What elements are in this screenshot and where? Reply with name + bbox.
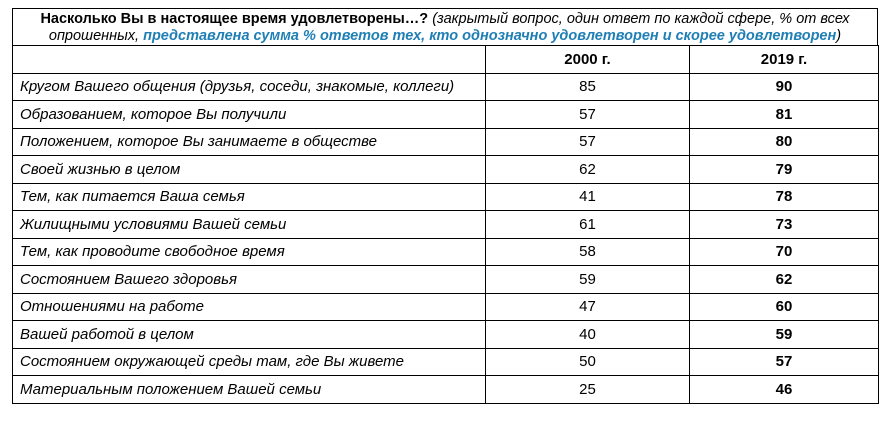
row-label: Отношениями на работе xyxy=(13,293,486,321)
row-label: Материальным положением Вашей семьи xyxy=(13,376,486,404)
table-row xyxy=(13,156,879,184)
value-2019: 70 xyxy=(690,238,879,266)
row-label: Образованием, которое Вы получили xyxy=(13,101,486,129)
value-2019: 78 xyxy=(690,183,879,211)
value-2000: 41 xyxy=(486,183,690,211)
table-row xyxy=(13,73,879,101)
value-2000: 85 xyxy=(486,73,690,101)
column-header-label xyxy=(13,46,486,74)
value-2000: 62 xyxy=(486,156,690,184)
table-row xyxy=(13,128,879,156)
question-note-end: ) xyxy=(836,28,842,44)
column-header-2000: 2000 г. xyxy=(486,46,690,74)
value-2019: 62 xyxy=(690,266,879,294)
table-row xyxy=(13,211,879,239)
value-2000: 25 xyxy=(486,376,690,404)
value-2019: 57 xyxy=(690,348,879,376)
question-note: (закрытый вопрос, один ответ по каждой сфере, % от всех опрошенных, xyxy=(48,11,850,44)
value-2000: 50 xyxy=(486,348,690,376)
satisfaction-table xyxy=(12,45,879,404)
table-row xyxy=(13,266,879,294)
value-2019: 60 xyxy=(690,293,879,321)
value-2000: 40 xyxy=(486,321,690,349)
table-row xyxy=(13,183,879,211)
question-highlight: представлена сумма % ответов тех, кто однозначно удовлетворен и скорее удовлетворен xyxy=(143,28,837,44)
table-header-question xyxy=(12,8,878,46)
value-2000: 59 xyxy=(486,266,690,294)
table-row xyxy=(13,101,879,129)
row-label: Тем, как питается Ваша семья xyxy=(13,183,486,211)
column-header-2019: 2019 г. xyxy=(690,46,879,74)
value-2019: 81 xyxy=(690,101,879,129)
value-2019: 46 xyxy=(690,376,879,404)
question-text: Насколько Вы в настоящее время удовлетворены…? xyxy=(40,11,429,27)
value-2019: 90 xyxy=(690,73,879,101)
value-2000: 61 xyxy=(486,211,690,239)
row-label: Состоянием Вашего здоровья xyxy=(13,266,486,294)
value-2000: 57 xyxy=(486,101,690,129)
row-label: Состоянием окружающей среды там, где Вы живете xyxy=(13,348,486,376)
row-label: Тем, как проводите свободное время xyxy=(13,238,486,266)
row-label: Своей жизнью в целом xyxy=(13,156,486,184)
row-label: Вашей работой в целом xyxy=(13,321,486,349)
value-2019: 80 xyxy=(690,128,879,156)
row-label: Жилищными условиями Вашей семьи xyxy=(13,211,486,239)
value-2019: 73 xyxy=(690,211,879,239)
table-row xyxy=(13,293,879,321)
table-header-row xyxy=(13,46,879,74)
table-row xyxy=(13,348,879,376)
table-row xyxy=(13,376,879,404)
row-label: Положением, которое Вы занимаете в обществе xyxy=(13,128,486,156)
value-2000: 57 xyxy=(486,128,690,156)
value-2019: 79 xyxy=(690,156,879,184)
table-row xyxy=(13,321,879,349)
row-label: Кругом Вашего общения (друзья, соседи, знакомые, коллеги) xyxy=(13,73,486,101)
table-row xyxy=(13,238,879,266)
value-2000: 58 xyxy=(486,238,690,266)
value-2000: 47 xyxy=(486,293,690,321)
value-2019: 59 xyxy=(690,321,879,349)
